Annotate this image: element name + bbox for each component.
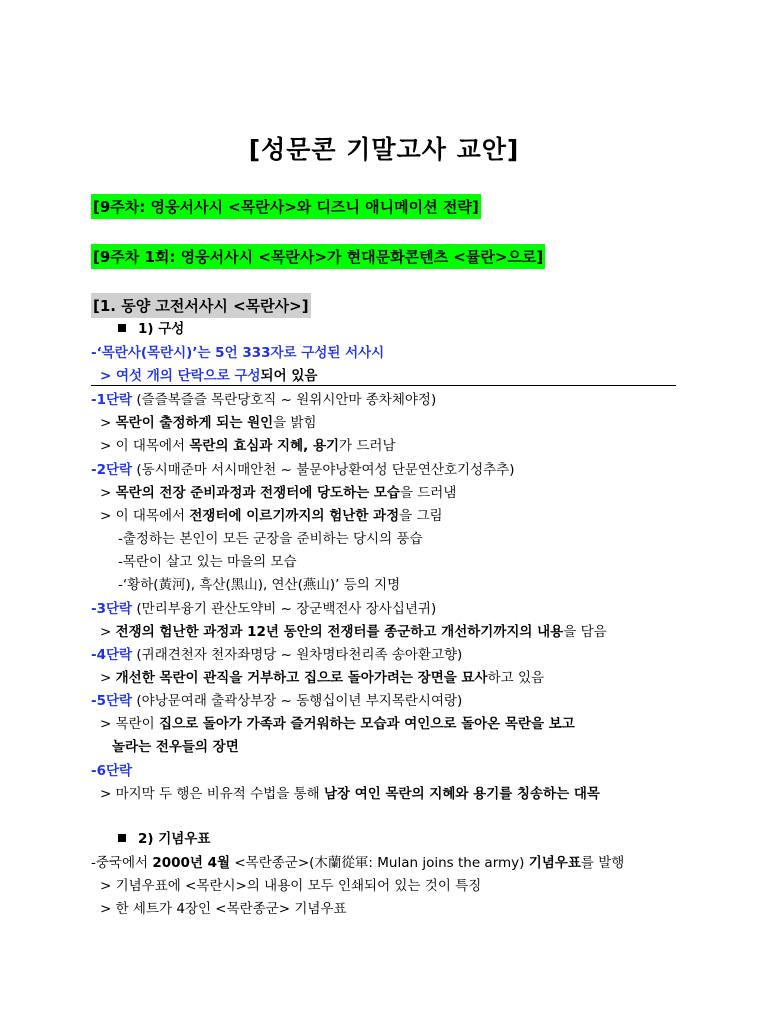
square-bullet-icon [118,834,126,842]
paragraph-3-line-1: > 전쟁의 험난한 과정과 12년 동안의 전쟁터를 종군하고 개선하기까지의 내용을 담음 [100,624,607,640]
paragraph-2-line-1: > 목란의 전장 준비과정과 전쟁터에 당도하는 모습을 드러냄 [100,485,457,501]
intro-line-1: -‘목란사(목란시)’는 5언 333자로 구성된 서사시 [91,345,385,361]
stamp-line-3: > 한 세트가 4장인 <목란종군> 기념우표 [100,901,347,917]
paragraph-6-title: -6단락 [91,763,133,779]
paragraph-2-title: -2단락 (동시매준마 서시매안천 ~ 불문야낭환여성 단문연산호기성추추) [91,462,515,478]
section-heading: [1. 동양 고전서사시 <목란사>] [91,293,311,318]
paragraph-2-detail-1: -출정하는 본인이 모든 군장을 준비하는 당시의 풍습 [118,531,423,547]
week-heading: [9주차: 영웅서사시 <목란사>와 디즈니 애니메이션 전략] [91,194,481,219]
subheading-structure: 1) 구성 [118,320,184,338]
paragraph-4-line-1: > 개선한 목란이 관직을 거부하고 집으로 돌아가려는 장면을 묘사하고 있음 [100,670,545,686]
paragraph-2-detail-2: -목란이 살고 있는 마을의 모습 [118,554,297,570]
subheading-stamp: 2) 기념우표 [118,830,210,848]
paragraph-3-title: -3단락 (만리부융기 관산도약비 ~ 장군백전사 장사십년귀) [91,601,437,617]
paragraph-2-line-2: > 이 대목에서 전쟁터에 이르기까지의 험난한 과정을 그림 [100,508,443,524]
paragraph-1-title: -1단락 (즐즐복즐즐 목란당호직 ~ 원위시안마 종차체야정) [91,392,437,408]
paragraph-5-title: -5단락 (야낭문여래 출곽상부장 ~ 동행십이년 부지목란시여랑) [91,693,463,709]
paragraph-4-title: -4단락 (귀래견천자 천자좌명당 ~ 원차명타천리족 송아환고향) [91,647,463,663]
stamp-line-2: > 기념우표에 <목란시>의 내용이 모두 인쇄되어 있는 것이 특징 [100,878,482,894]
paragraph-5-line-1: > 목란이 집으로 돌아가 가족과 즐거워하는 모습과 여인으로 돌아온 목란을 보고 [100,716,575,732]
stamp-line-1: -중국에서 2000년 4월 <목란종군>(木蘭從軍: Mulan joins the army) 기념우표를 발행 [91,855,625,871]
paragraph-5-line-2: 놀라는 전우들의 장면 [112,739,239,755]
paragraph-1-line-1: > 목란이 출정하게 되는 원인을 밝힘 [100,415,317,431]
page-title: [성문콘 기말고사 교안] [248,135,520,164]
paragraph-1-line-2: > 이 대목에서 목란의 효심과 지혜, 용기가 드러남 [100,438,396,454]
paragraph-2-detail-3: -‘황하(黃河), 흑산(黑山), 연산(燕山)’ 등의 지명 [118,577,401,593]
square-bullet-icon [118,324,126,332]
paragraph-6-line-1: > 마지막 두 행은 비유적 수법을 통해 남장 여인 목란의 지혜와 용기를 칭송하는 대목 [100,786,600,802]
session-heading: [9주차 1회: 영웅서사시 <목란사>가 현대문화콘텐츠 <뮬란>으로] [91,244,545,269]
divider [91,385,676,386]
intro-line-2: > 여섯 개의 단락으로 구성되어 있음 [100,368,318,384]
